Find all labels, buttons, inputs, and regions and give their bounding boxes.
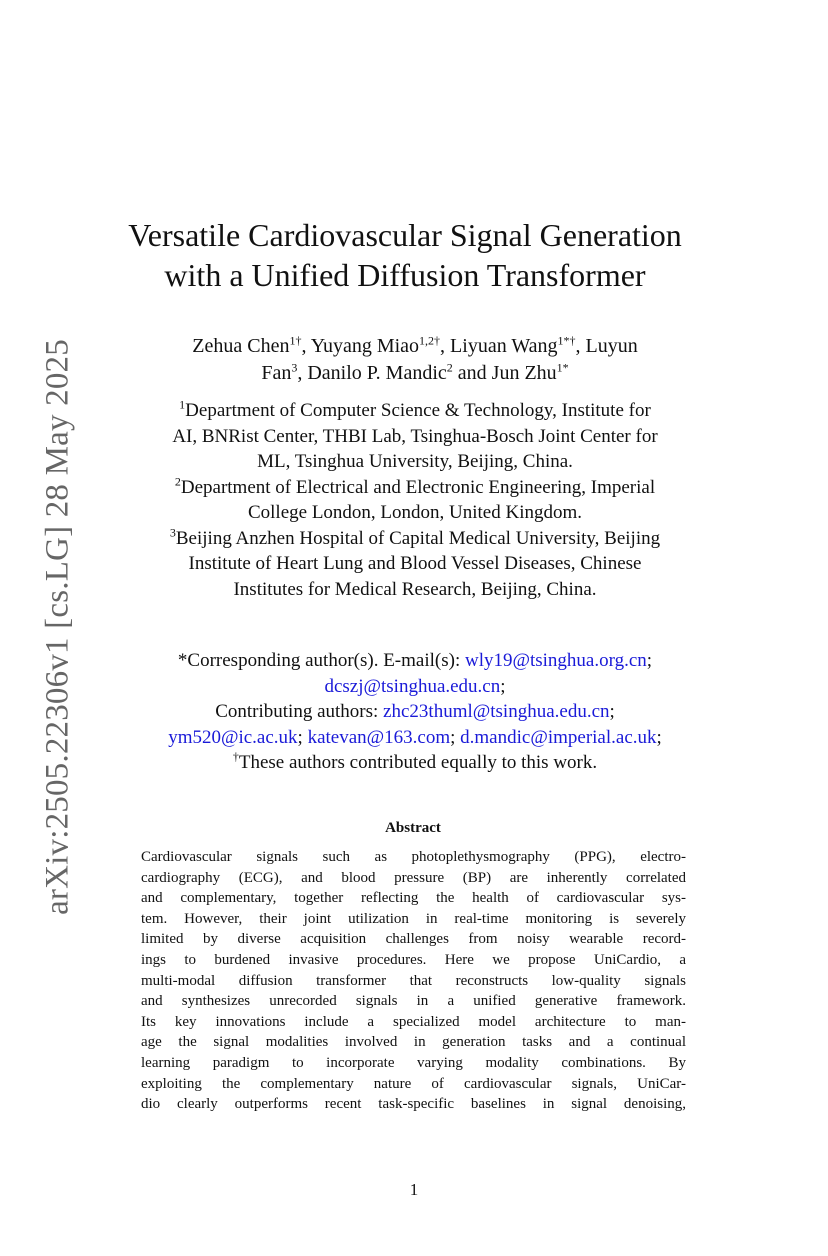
- abstract-line: multi-modal diffusion transformer that reconstructs low-quality signals: [141, 972, 686, 989]
- affiliation-text: Beijing Anzhen Hospital of Capital Medical University, Beijing: [175, 527, 661, 549]
- author-affiliation-mark: 2: [446, 360, 453, 375]
- equal-contribution-note: [110, 750, 720, 776]
- affiliations: [110, 398, 720, 602]
- email-link[interactable]: wly19@tsinghua.org.cn: [464, 650, 647, 671]
- author-line-1: Zehua Chen$^{1\dagger}$, Yuyang Miao$^{1,2\dagger}$, Liyuan Wang$^{1*\dagger}$, Luyun: [192, 333, 638, 357]
- author-name: Danilo P. Mandic: [307, 362, 447, 384]
- affiliation-text: Department of Electrical and Electronic Engineering, Imperial: [180, 476, 656, 498]
- contributing-label: Contributing authors:: [215, 701, 379, 722]
- author-affiliation-mark: 1,2†: [419, 333, 441, 348]
- abstract-heading: Abstract: [385, 820, 441, 836]
- corresponding-line: *Corresponding author(s). E-mail(s): wly19@tsinghua.org.cn;: [177, 650, 653, 671]
- author-list: [110, 333, 720, 387]
- email-link[interactable]: katevan@163.com: [307, 726, 451, 748]
- abstract-line: age the signal modalities involved in generation tasks and a continual: [141, 1034, 686, 1051]
- author-name: Yuyang Miao: [310, 335, 420, 357]
- author-line-2: Fan$^3$, Danilo P. Mandic$^2$ and Jun Zhu$^{1*}$: [261, 360, 569, 384]
- abstract-line: exploiting the complementary nature of cardiovascular signals, UniCar-: [141, 1075, 686, 1092]
- affiliation-mark: 2: [174, 474, 181, 489]
- contact-info: [110, 648, 720, 776]
- abstract-line: Its key innovations include a specialized model architecture to man-: [141, 1013, 686, 1030]
- abstract-line: limited by diverse acquisition challenges from noisy wearable record-: [141, 931, 686, 948]
- affiliation-text: Department of Computer Science & Technology, Institute for: [185, 400, 651, 421]
- email-link[interactable]: dcszj@tsinghua.edu.cn: [324, 675, 501, 697]
- affiliation-2-line-1: [110, 475, 720, 501]
- author-name: Zehua Chen: [192, 335, 290, 357]
- affiliation-mark: 3: [169, 525, 176, 540]
- affiliation-3-line-2: Institute of Heart Lung and Blood Vessel Diseases, Chinese: [188, 553, 642, 574]
- affiliation-1-line-3: ML, Tsinghua University, Beijing, China.: [257, 451, 573, 472]
- abstract-line: Cardiovascular signals such as photoplethysmography (PPG), electro-: [141, 849, 686, 865]
- author-affiliation-mark: 1*†: [557, 333, 576, 348]
- affiliation-1-line-1: [110, 398, 720, 424]
- author-affiliation-mark: 1†: [289, 333, 302, 348]
- abstract-line: and synthesizes unrecorded signals in a unified generative framework.: [141, 993, 686, 1010]
- email-link[interactable]: d.mandic@imperial.ac.uk: [460, 726, 657, 748]
- corresponding-line-2: dcszj@tsinghua.edu.cn;: [324, 675, 506, 697]
- abstract-line: learning paradigm to incorporate varying modality combinations. By: [141, 1054, 686, 1071]
- dagger-mark: †: [232, 749, 239, 764]
- author-name: Luyun: [585, 335, 638, 357]
- author-affiliation-mark: 3: [291, 360, 298, 375]
- affiliation-1-line-2: AI, BNRist Center, THBI Lab, Tsinghua-Bosch Joint Center for: [172, 425, 658, 447]
- affiliation-3-line-3: Institutes for Medical Research, Beijing, China.: [233, 578, 597, 600]
- arxiv-sidebar-stamp: [38, 296, 78, 958]
- author-name: Jun Zhu: [491, 362, 557, 384]
- equal-contribution-text: These authors contributed equally to this work.: [238, 752, 598, 773]
- affiliation-mark: 1: [179, 397, 186, 412]
- affiliation-3-line-1: [110, 526, 720, 552]
- abstract-body: [141, 847, 686, 1115]
- affiliation-2-line-2: College London, London, United Kingdom.: [247, 502, 583, 523]
- abstract-line: ings to burdened invasive procedures. Here we propose UniCardio, a: [141, 951, 686, 968]
- author-affiliation-mark: 1*: [556, 360, 569, 375]
- email-link[interactable]: zhc23thuml@tsinghua.edu.cn: [383, 701, 610, 722]
- author-name: Liyuan Wang: [450, 335, 558, 357]
- title-line-1: Versatile Cardiovascular Signal Generation: [128, 217, 682, 253]
- page-number: 1: [409, 1180, 419, 1199]
- arxiv-identifier: arXiv:2505.22306v1 [cs.LG] 28 May 2025: [39, 339, 76, 915]
- email-link[interactable]: ym520@ic.ac.uk: [168, 726, 298, 748]
- contributing-line: Contributing authors: zhc23thuml@tsinghua.edu.cn;: [215, 701, 615, 722]
- title-line-2: with a Unified Diffusion Transformer: [164, 257, 646, 293]
- abstract-line: dio clearly outperforms recent task-specific baselines in signal denoising,: [141, 1096, 686, 1113]
- abstract-line: cardiography (ECG), and blood pressure (BP) are inherently correlated: [141, 869, 686, 886]
- abstract-line: and complementary, together reflecting the health of cardiovascular sys-: [141, 890, 686, 907]
- contributing-line-2: ym520@ic.ac.uk; katevan@163.com; d.mandic@imperial.ac.uk;: [168, 726, 662, 748]
- author-name: Fan: [261, 362, 292, 384]
- paper-title: [100, 215, 710, 295]
- abstract-line: tem. However, their joint utilization in real-time monitoring is severely: [141, 910, 686, 927]
- corresponding-label: *Corresponding author(s). E-mail(s):: [177, 650, 461, 671]
